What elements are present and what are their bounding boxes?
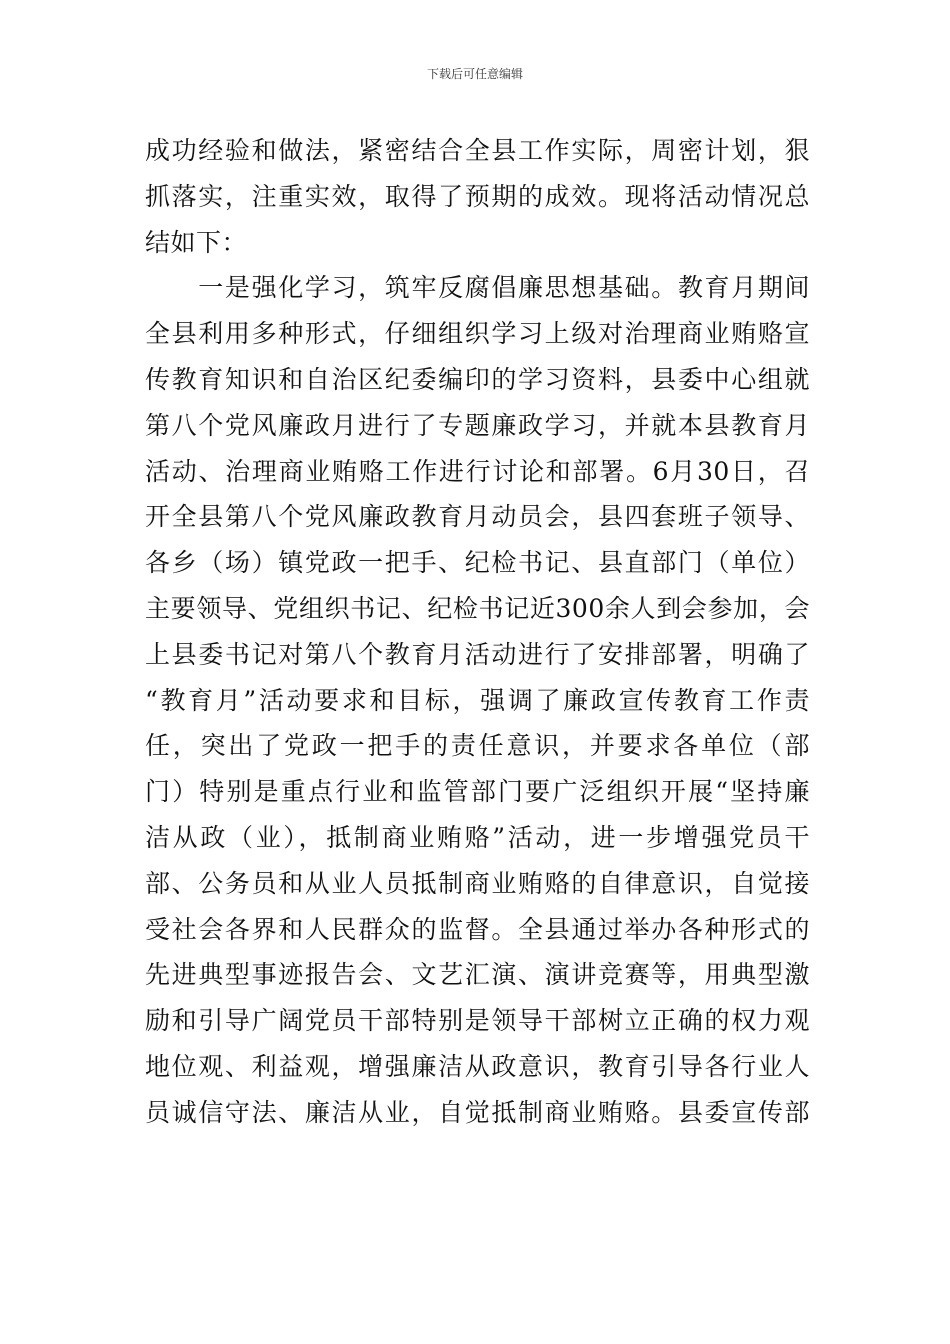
text-line: 活动、治理商业贿赂工作进行讨论和部署。6月30日，召 — [145, 456, 810, 486]
text-line: 第八个党风廉政月进行了专题廉政学习，并就本县教育月 — [145, 410, 810, 440]
text-line: 抓落实，注重实效，取得了预期的成效。现将活动情况总 — [145, 181, 810, 211]
text-line: 受社会各界和人民群众的监督。全县通过举办各种形式的 — [145, 914, 810, 944]
text-line: 先进典型事迹报告会、文艺汇演、演讲竞赛等，用典型激 — [145, 960, 810, 990]
text-line: 传教育知识和自治区纪委编印的学习资料，县委中心组就 — [145, 364, 810, 394]
text-line: 任，突出了党政一把手的责任意识，并要求各单位（部 — [145, 731, 810, 761]
text-line: “教育月”活动要求和目标，强调了廉政宣传教育工作责 — [145, 685, 810, 715]
page-header: 下载后可任意编辑 — [426, 67, 523, 81]
text-line: 门）特别是重点行业和监管部门要广泛组织开展“坚持廉 — [145, 777, 810, 807]
text-line: 全县利用多种形式，仔细组织学习上级对治理商业贿赂宣 — [145, 319, 810, 349]
text-line: 各乡（场）镇党政一把手、纪检书记、县直部门（单位） — [145, 548, 810, 578]
text-line: 结如下： — [145, 227, 248, 257]
text-line: 部、公务员和从业人员抵制商业贿赂的自律意识，自觉接 — [145, 868, 810, 898]
text-line: 地位观、利益观，增强廉洁从政意识，教育引导各行业人 — [145, 1051, 810, 1081]
text-line: 主要领导、党组织书记、纪检书记近300余人到会参加，会 — [145, 593, 810, 623]
document-body — [145, 128, 810, 1136]
text-line: 开全县第八个党风廉政教育月动员会，县四套班子领导、 — [145, 502, 810, 532]
text-line: 成功经验和做法，紧密结合全县工作实际，周密计划，狠 — [145, 136, 810, 165]
text-line: 上县委书记对第八个教育月活动进行了安排部署，明确了 — [145, 639, 810, 669]
text-line: 励和引导广阔党员干部特别是领导干部树立正确的权力观 — [145, 1006, 810, 1036]
text-line: 一是强化学习，筑牢反腐倡廉思想基础。教育月期间 — [145, 273, 810, 303]
text-line: 洁从政（业），抵制商业贿赂”活动，进一步增强党员干 — [145, 822, 810, 852]
text-line: 员诚信守法、廉洁从业，自觉抵制商业贿赂。县委宣传部 — [145, 1097, 810, 1127]
